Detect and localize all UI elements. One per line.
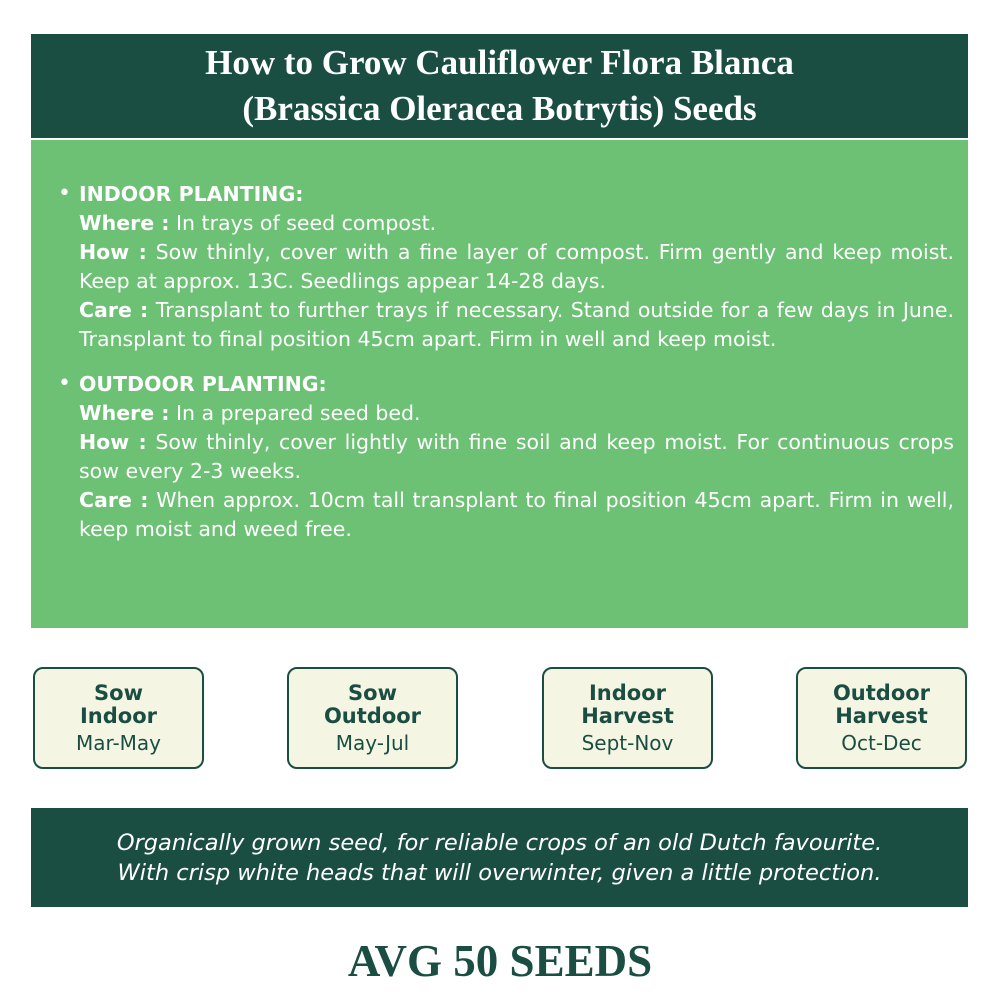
outdoor-where-label: Where : xyxy=(79,401,170,425)
tag-months: Mar-May xyxy=(75,731,162,755)
tag-label-line-1: Sow xyxy=(348,681,397,705)
indoor-care-text: Transplant to further trays if necessary. Stand outside for a few days in June. Transplant to final position 45cm apart. Firm in well and keep moist. xyxy=(79,298,954,351)
tag-label-line-1: Outdoor xyxy=(832,681,931,705)
description-banner xyxy=(31,808,968,907)
tag-label-line-2: Indoor xyxy=(79,704,157,728)
description-line-1: Organically grown seed, for reliable crops of an old Dutch favourite. xyxy=(116,830,883,856)
tag-label-line-2: Harvest xyxy=(835,704,928,728)
outdoor-how-label: How : xyxy=(79,430,147,454)
tag-months: Oct-Dec xyxy=(841,731,922,755)
outdoor-planting-heading: OUTDOOR PLANTING: xyxy=(79,372,327,396)
sow-indoor-tag xyxy=(33,667,204,769)
indoor-care-label: Care : xyxy=(79,298,149,322)
seed-count: AVG 50 SEEDS xyxy=(347,936,653,986)
description-line-2: With crisp white heads that will overwinter, given a little protection. xyxy=(117,860,882,886)
title-line-1: How to Grow Cauliflower Flora Blanca xyxy=(205,43,794,82)
indoor-where-text: In trays of seed compost. xyxy=(176,211,437,235)
title-line-2: (Brassica Oleracea Botrytis) Seeds xyxy=(242,89,757,128)
bullet-icon: • xyxy=(58,371,71,396)
tag-months: Sept-Nov xyxy=(581,731,674,755)
bullet-icon: • xyxy=(58,181,71,206)
outdoor-harvest-tag xyxy=(796,667,967,769)
tag-label-line-1: Indoor xyxy=(588,681,666,705)
tag-label-line-1: Sow xyxy=(94,681,143,705)
indoor-how-label: How : xyxy=(79,240,147,264)
sow-outdoor-tag xyxy=(287,667,458,769)
indoor-planting-heading: INDOOR PLANTING: xyxy=(79,182,304,206)
tag-label-line-2: Harvest xyxy=(581,704,674,728)
outdoor-care-label: Care : xyxy=(79,488,149,512)
indoor-harvest-tag xyxy=(542,667,713,769)
outdoor-where-text: In a prepared seed bed. xyxy=(176,401,421,425)
indoor-how-text: Sow thinly, cover with a fine layer of compost. Firm gently and keep moist. Keep at approx. 13C. Seedlings appear 14-28 days. xyxy=(79,240,954,293)
tag-months: May-Jul xyxy=(335,731,410,755)
outdoor-care-text: When approx. 10cm tall transplant to final position 45cm apart. Firm in well, keep moist and weed free. xyxy=(79,488,954,541)
outdoor-how-text: Sow thinly, cover lightly with fine soil and keep moist. For continuous crops sow every 2-3 weeks. xyxy=(79,430,954,483)
tag-label-line-2: Outdoor xyxy=(323,704,422,728)
indoor-where-label: Where : xyxy=(79,211,170,235)
